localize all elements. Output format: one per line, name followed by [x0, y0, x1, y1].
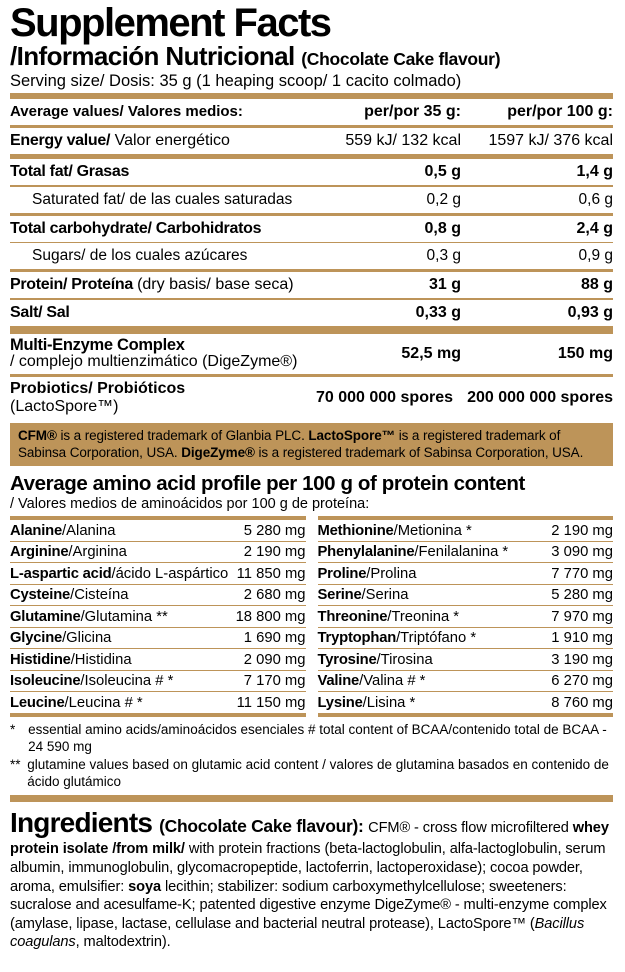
- amino-row: [318, 520, 614, 542]
- amino-row: [10, 649, 306, 671]
- nutrient-label-bold: Total fat/ Grasas: [10, 163, 130, 181]
- amino-row: [318, 671, 614, 693]
- ingredients-paragraph: [10, 805, 613, 952]
- ingredients-segment: lecithin; stabilizer: sodium carboxymethylcellulose; sweeteners: sucralose and acesulfame-K; patented digestive enzyme DigeZyme® - multi-enzyme complex (amylase, lipase, lactase, cellulase and bacterial neutral protease), LactoSpore™ (: [10, 878, 607, 932]
- amino-name: [10, 630, 111, 646]
- nutrition-row: [10, 128, 613, 154]
- amino-name-en: Cysteine: [10, 587, 71, 604]
- amino-value: 1 690 mg: [243, 630, 306, 647]
- amino-name-es: /Valina # *: [359, 673, 426, 690]
- nutrition-row: [10, 300, 613, 326]
- value-per-100g: 0,6 g: [578, 190, 613, 208]
- amino-value: 5 280 mg: [243, 522, 306, 539]
- amino-profile-subtitle: / Valores medios de aminoácidos por 100 g de proteína:: [10, 496, 370, 513]
- nutrition-rows: [10, 128, 613, 334]
- ingredients-segment: Bacillus coagulans: [10, 915, 585, 951]
- trademark-note-segment: CFM®: [18, 427, 57, 443]
- amino-name-es: /Isoleucina # *: [80, 673, 174, 690]
- amino-footnotes: [10, 721, 613, 791]
- amino-row: [10, 628, 306, 650]
- amino-name: [318, 609, 460, 625]
- amino-name-en: Glycine: [10, 630, 63, 647]
- amino-name: [318, 695, 416, 711]
- nutrient-label-bold: Energy value/: [10, 132, 111, 150]
- amino-value: 18 800 mg: [235, 608, 306, 625]
- amino-name: [10, 695, 143, 711]
- col-per-100g: per/por 100 g:: [507, 103, 613, 121]
- amino-name: [10, 609, 168, 625]
- amino-row: [10, 585, 306, 607]
- nutrient-label: [10, 247, 316, 265]
- amino-row: [10, 542, 306, 564]
- amino-name-en: L-aspartic acid: [10, 565, 112, 582]
- ingredients-segment: whey protein isolate /from milk/: [10, 819, 609, 858]
- amino-name-es: /Prolina: [366, 565, 417, 582]
- probiotics-label-bold: Probiotics/ Probióticos: [10, 379, 186, 397]
- amino-row: [318, 585, 614, 607]
- amino-name: [318, 544, 509, 560]
- amino-row: [318, 542, 614, 564]
- trademark-note-segment: LactoSpore™: [308, 427, 396, 443]
- amino-name-es: /Triptófano *: [396, 630, 477, 647]
- value-per-100g: 1597 kJ/ 376 kcal: [488, 132, 613, 150]
- amino-value: 3 090 mg: [551, 544, 613, 561]
- nutrient-label-rest: (dry basis/ base seca): [137, 276, 294, 294]
- ingredients-segment: Ingredients: [10, 806, 160, 838]
- amino-name: [318, 673, 426, 689]
- amino-name-en: Proline: [317, 565, 367, 582]
- amino-name: [318, 566, 417, 582]
- amino-row: [10, 520, 306, 542]
- nutrient-label: [10, 276, 316, 294]
- amino-name-en: Isoleucine: [10, 673, 81, 690]
- amino-name-es: /Lisina *: [362, 694, 416, 711]
- probiotics-value-100g: 200 000 000 spores: [467, 388, 613, 406]
- amino-row: [10, 606, 306, 628]
- enzyme-label: [10, 337, 316, 371]
- nutrient-label-bold: Total carbohydrate/ Carbohidratos: [10, 219, 262, 237]
- footnote-marker: **: [10, 756, 21, 772]
- value-per-100g: 1,4 g: [576, 163, 613, 181]
- amino-name-en: Serine: [317, 587, 362, 604]
- value-per-35g: 0,3 g: [426, 247, 461, 265]
- divider: [318, 713, 614, 717]
- amino-row: [10, 671, 306, 693]
- amino-value: 2 190 mg: [243, 544, 306, 561]
- enzyme-value-35g: 52,5 mg: [401, 344, 461, 362]
- amino-name: [10, 587, 129, 603]
- amino-row: [318, 692, 614, 713]
- enzyme-value-100g: 150 mg: [557, 344, 613, 362]
- footnote-text: essential amino acids/aminoácidos esenciales # total content of BCAA/contenido total de BCAA - 24 590 mg: [28, 721, 607, 755]
- amino-name: [10, 652, 132, 668]
- col-per-35g: per/por 35 g:: [364, 103, 461, 121]
- nutrient-label: [10, 163, 316, 181]
- nutrient-label: [10, 304, 316, 322]
- amino-name-en: Threonine: [317, 608, 388, 625]
- amino-name-es: /ácido L-aspártico: [111, 565, 229, 582]
- amino-column-right: [318, 516, 614, 717]
- amino-name: [318, 652, 433, 668]
- amino-name-es: /Treonina *: [387, 608, 460, 625]
- amino-name-en: Phenylalanine: [317, 544, 415, 561]
- amino-name-es: /Cisteína: [70, 587, 129, 604]
- divider: [10, 326, 613, 334]
- footnote-text: glutamine values based on glutamic acid content / valores de glutamina basados en contenido de ácido glutámico: [27, 756, 609, 790]
- flavour-note: (Chocolate Cake flavour): [301, 49, 501, 70]
- nutrition-row: [10, 243, 613, 269]
- nutrition-row: [10, 159, 613, 185]
- ingredients-segment: (Chocolate Cake flavour):: [159, 815, 369, 836]
- amino-name-en: Tyrosine: [317, 651, 377, 668]
- amino-name-en: Arginine: [10, 544, 69, 561]
- value-per-35g: 0,2 g: [426, 190, 461, 208]
- amino-value: 1 910 mg: [551, 630, 613, 647]
- nutrient-label-bold: Protein/ Proteína: [10, 276, 138, 294]
- serving-size-line: Serving size/ Dosis: 35 g (1 heaping scoop/ 1 cacito colmado): [10, 71, 462, 90]
- amino-name-es: /Leucina # *: [64, 694, 143, 711]
- footnote-marker: *: [10, 721, 16, 737]
- amino-footnote: [10, 756, 613, 791]
- trademark-note-segment: DigeZyme®: [181, 445, 255, 461]
- enzyme-label-es: / complejo multienzimático (DigeZyme®): [10, 352, 298, 370]
- nutrition-header-row: [10, 99, 613, 125]
- amino-name-en: Valine: [317, 673, 360, 690]
- nutrient-label: [10, 132, 316, 150]
- amino-profile-title: Average amino acid profile per 100 g of protein content: [10, 471, 525, 495]
- ingredients-segment: , maltodextrin).: [75, 934, 171, 951]
- page-title: Supplement Facts: [10, 1, 331, 45]
- amino-table: [10, 516, 613, 717]
- probiotics-label-rest: (LactoSpore™): [10, 397, 119, 415]
- nutrient-label: [10, 220, 316, 238]
- value-per-35g: 0,5 g: [424, 163, 461, 181]
- trademark-note-box: [10, 423, 613, 466]
- amino-value: 7 770 mg: [551, 565, 613, 582]
- amino-value: 2 090 mg: [243, 651, 306, 668]
- amino-value: 2 680 mg: [243, 587, 306, 604]
- nutrient-label-rest: Sugars/ de los cuales azúcares: [32, 247, 248, 265]
- amino-value: 3 190 mg: [551, 651, 613, 668]
- divider-bar-bottom: [10, 795, 613, 802]
- amino-value: 11 150 mg: [236, 694, 306, 711]
- amino-name-es: /Serina: [361, 587, 409, 604]
- amino-name: [10, 523, 116, 539]
- amino-name-en: Tryptophan: [317, 630, 397, 647]
- nutrition-header-label: Average values/ Valores medios:: [10, 103, 243, 121]
- value-per-100g: 88 g: [580, 276, 613, 294]
- amino-name: [10, 673, 173, 689]
- probiotics-row: [10, 377, 613, 419]
- ingredients-segment: with protein fractions (beta-lactoglobulin, alfa-lactoglobulin, serum albumin, immunoglobulin, glycomacropeptide, lactoferrin, lactoperoxidase); cocoa powder, aroma, emulsifier:: [10, 841, 606, 895]
- amino-row: [10, 692, 306, 713]
- amino-name-en: Histidine: [10, 651, 71, 668]
- divider: [10, 713, 306, 717]
- nutrition-row: [10, 187, 613, 213]
- amino-name-es: /Glicina: [62, 630, 112, 647]
- amino-name-en: Lysine: [317, 694, 363, 711]
- nutrient-label-rest: Saturated fat/ de las cuales saturadas: [32, 190, 293, 208]
- value-per-100g: 0,93 g: [567, 303, 613, 321]
- amino-row: [318, 628, 614, 650]
- value-per-35g: 31 g: [428, 276, 461, 294]
- enzyme-row: [10, 334, 613, 374]
- trademark-note-segment: is a registered trademark of Sabinsa Corporation, USA.: [254, 445, 584, 461]
- amino-name-es: /Arginina: [68, 544, 127, 561]
- value-per-100g: 0,9 g: [578, 247, 613, 265]
- amino-name-en: Alanine: [10, 522, 63, 539]
- trademark-note-segment: is a registered trademark of Sabinsa Corporation, USA.: [18, 427, 561, 461]
- subtitle: [10, 41, 613, 72]
- nutrient-label-rest: Valor energético: [110, 132, 230, 150]
- amino-name-es: /Alanina: [62, 522, 116, 539]
- amino-value: 6 270 mg: [551, 673, 613, 690]
- probiotics-value-35g: 70 000 000 spores: [316, 388, 453, 406]
- amino-column-left: [10, 516, 306, 717]
- value-per-100g: 2,4 g: [576, 219, 613, 237]
- nutrition-row: [10, 272, 613, 298]
- trademark-note-segment: is a registered trademark of Glanbia PLC.: [56, 427, 309, 443]
- amino-value: 11 850 mg: [236, 565, 306, 582]
- amino-value: 7 970 mg: [551, 608, 613, 625]
- amino-name: [10, 544, 127, 560]
- ingredients-segment: CFM® - cross flow microfiltered: [368, 819, 573, 836]
- amino-name-es: /Tirosina: [376, 651, 433, 668]
- amino-row: [318, 649, 614, 671]
- nutrition-row: [10, 216, 613, 242]
- amino-row: [10, 563, 306, 585]
- amino-footnote: [10, 721, 613, 756]
- amino-name: [318, 587, 409, 603]
- amino-name: [318, 523, 472, 539]
- amino-name-en: Leucine: [10, 694, 65, 711]
- probiotics-label: [10, 380, 293, 416]
- value-per-35g: 0,8 g: [424, 219, 461, 237]
- amino-row: [318, 563, 614, 585]
- amino-name-en: Glutamine: [10, 608, 81, 625]
- amino-value: 7 170 mg: [243, 673, 306, 690]
- amino-name: [10, 566, 228, 582]
- value-per-35g: 559 kJ/ 132 kcal: [345, 132, 461, 150]
- nutrient-label: [10, 191, 316, 209]
- amino-name-en: Methionine: [317, 522, 394, 539]
- amino-value: 8 760 mg: [551, 694, 613, 711]
- amino-name-es: /Histidina: [70, 651, 132, 668]
- amino-name-es: /Glutamina **: [80, 608, 168, 625]
- amino-value: 2 190 mg: [551, 522, 613, 539]
- value-per-35g: 0,33 g: [415, 303, 461, 321]
- amino-row: [318, 606, 614, 628]
- nutrient-label-bold: Salt/ Sal: [10, 303, 70, 321]
- ingredients-segment: soya: [128, 878, 162, 895]
- amino-value: 5 280 mg: [551, 587, 613, 604]
- amino-name: [318, 630, 477, 646]
- subtitle-spanish: /Información Nutricional: [10, 41, 295, 72]
- amino-name-es: /Fenilalanina *: [414, 544, 509, 561]
- amino-name-es: /Metionina *: [393, 522, 472, 539]
- enzyme-label-en: Multi-Enzyme Complex: [10, 335, 185, 354]
